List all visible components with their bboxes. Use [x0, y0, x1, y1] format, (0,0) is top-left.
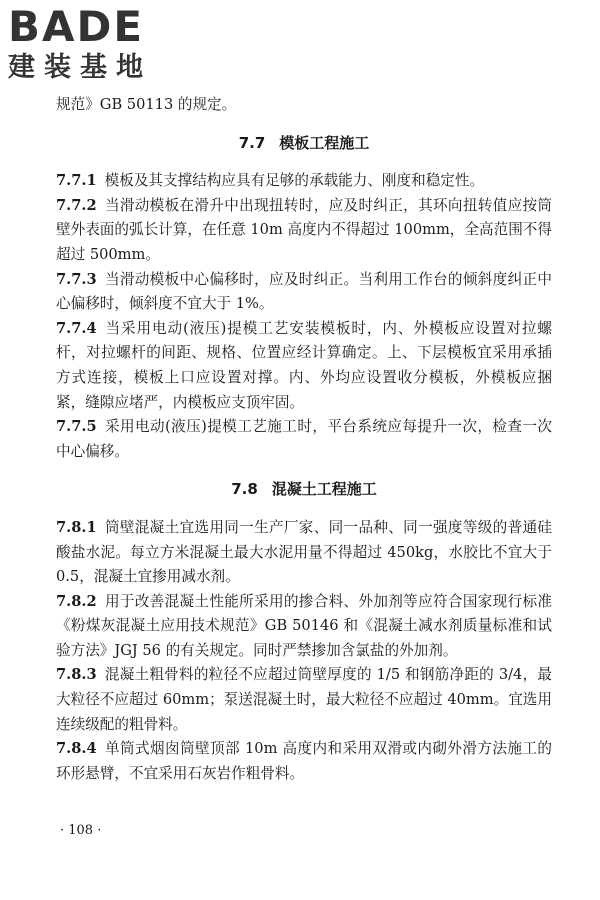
- clause-number: 7.8.3: [56, 666, 97, 684]
- clause-number: 7.8.1: [56, 518, 97, 536]
- clause-number: 7.7.2: [56, 196, 97, 214]
- clause-number: 7.7.4: [56, 319, 97, 337]
- clause-text: 混凝土粗骨料的粒径不应超过筒壁厚度的 1/5 和钢筋净距的 3/4，最大粒径不应超过 60mm；泵送混凝土时，最大粒径不应超过 40mm。宜选用连续级配的粗骨料。: [56, 666, 552, 733]
- clause: [56, 415, 552, 464]
- clause-text: 采用电动(液压)提模工艺施工时，平台系统应每提升一次，检查一次中心偏移。: [56, 418, 552, 460]
- clause: [56, 194, 552, 268]
- clause-number: 7.7.1: [56, 172, 97, 190]
- section-number: 7.8: [231, 480, 258, 499]
- section-heading: [56, 131, 552, 156]
- clause-number: 7.8.4: [56, 740, 97, 758]
- clause-text: 模板及其支撑结构应具有足够的承载能力、刚度和稳定性。: [104, 172, 485, 190]
- clause-text: 单筒式烟囱筒壁顶部 10m 高度内和采用双滑或内砌外滑方法施工的环形悬臂，不宜采用石灰岩作粗骨料。: [56, 740, 552, 782]
- clause-text: 当滑动模板在滑升中出现扭转时，应及时纠正，其环向扭转值应按筒壁外表面的弧长计算，在任意 10m 高度内不得超过 100mm，全高范围不得超过 500mm。: [56, 196, 552, 263]
- clause: [56, 590, 552, 664]
- intro-text: 规范》GB 50113 的规定。: [56, 96, 237, 113]
- clause: [56, 268, 552, 317]
- clause: [56, 516, 552, 590]
- section-title: 混凝土工程施工: [271, 480, 377, 499]
- logo-subtitle: 建装基地: [8, 52, 152, 83]
- logo-brand: BADE: [8, 2, 145, 51]
- clause-number: 7.7.5: [56, 418, 97, 436]
- document-body: [56, 93, 552, 786]
- clause: [56, 169, 552, 194]
- clause-number: 7.8.2: [56, 592, 97, 610]
- clause-text: 当采用电动(液压)提模工艺安装模板时，内、外模板应设置对拉螺杆，对拉螺杆的间距、规格、位置应经计算确定。上、下层模板宜采用承插方式连接，模板上口应设置对撑。内、外均应设置收分模板，外模板应捆紧，缝隙应堵严，内模板应支顶牢固。: [56, 319, 552, 411]
- section-heading: [56, 477, 552, 502]
- page-number: · 108 ·: [60, 823, 102, 838]
- clause: [56, 317, 552, 415]
- section-title: 模板工程施工: [279, 133, 370, 152]
- clause: [56, 737, 552, 786]
- section-number: 7.7: [238, 133, 266, 152]
- logo: [8, 2, 178, 84]
- clause-text: 当滑动模板中心偏移时，应及时纠正。当利用工作台的倾斜度纠正中心偏移时，倾斜度不宜大于 1%。: [56, 270, 552, 313]
- clause-text: 用于改善混凝土性能所采用的掺合料、外加剂等应符合国家现行标准《粉煤灰混凝土应用技术规范》GB 50146 和《混凝土减水剂质量标准和试验方法》JGJ 56 的有关规定。同时严禁掺加含氯盐的外加剂。: [56, 592, 552, 659]
- clause-text: 筒壁混凝土宜选用同一生产厂家、同一品种、同一强度等级的普通硅酸盐水泥。每立方米混凝土最大水泥用量不得超过 450kg，水胶比不宜大于 0.5，混凝土宜掺用减水剂。: [56, 518, 552, 586]
- clause: [56, 663, 552, 737]
- clause-number: 7.7.3: [56, 270, 97, 288]
